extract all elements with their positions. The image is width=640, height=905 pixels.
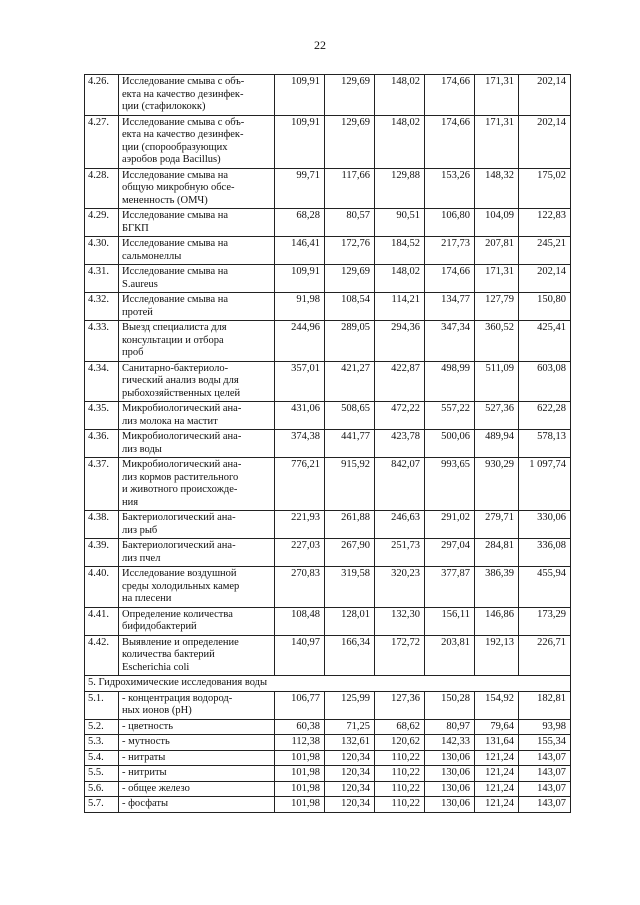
item-name	[119, 237, 275, 265]
item-name-line: - мутность	[122, 736, 170, 747]
table-row	[85, 691, 571, 719]
price-cell: 130,06	[425, 797, 475, 813]
table-row	[85, 567, 571, 608]
price-cell: 110,22	[375, 766, 425, 782]
section-heading: 5. Гидрохимические исследования воды	[85, 676, 571, 692]
price-cell: 1 097,74	[519, 458, 571, 511]
item-code: 4.33.	[85, 321, 119, 362]
price-cell: 422,87	[375, 361, 425, 402]
price-cell: 226,71	[519, 635, 571, 676]
item-name-line: и животного происхожде-	[122, 484, 238, 495]
item-name-line: ных ионов (рН)	[122, 705, 192, 716]
item-name	[119, 607, 275, 635]
item-name-line: Исследование смыва на	[122, 266, 229, 277]
price-cell: 603,08	[519, 361, 571, 402]
price-cell: 374,38	[275, 430, 325, 458]
price-cell: 915,92	[325, 458, 375, 511]
price-cell: 207,81	[475, 237, 519, 265]
price-cell: 155,34	[519, 735, 571, 751]
item-name-line: екта на качество дезинфек-	[122, 88, 244, 100]
item-name-line: - общее железо	[122, 782, 190, 794]
item-code: 4.31.	[85, 265, 119, 293]
item-name	[119, 635, 275, 676]
table-row	[85, 430, 571, 458]
price-cell: 294,36	[375, 321, 425, 362]
price-cell: 202,14	[519, 115, 571, 168]
item-name-line: ния	[122, 496, 139, 508]
price-cell: 182,81	[519, 691, 571, 719]
price-cell: 148,32	[475, 168, 519, 209]
item-name	[119, 797, 275, 813]
item-code: 4.35.	[85, 402, 119, 430]
table-row	[85, 361, 571, 402]
item-code: 4.40.	[85, 567, 119, 608]
table-row	[85, 607, 571, 635]
price-cell: 244,96	[275, 321, 325, 362]
table-row	[85, 237, 571, 265]
price-cell: 455,94	[519, 567, 571, 608]
item-name-line: - цветность	[122, 720, 174, 732]
price-cell: 557,22	[425, 402, 475, 430]
item-name-line: лиз воды	[122, 443, 162, 455]
item-code: 4.39.	[85, 539, 119, 567]
table-row	[85, 735, 571, 751]
item-name-line: рыбохозяйственных целей	[122, 387, 241, 399]
price-cell: 108,48	[275, 607, 325, 635]
price-cell: 130,06	[425, 750, 475, 766]
price-cell: 143,07	[519, 797, 571, 813]
price-cell: 291,02	[425, 511, 475, 539]
price-cell: 279,71	[475, 511, 519, 539]
price-cell: 267,90	[325, 539, 375, 567]
price-cell: 110,22	[375, 781, 425, 797]
price-cell: 330,06	[519, 511, 571, 539]
price-cell: 143,07	[519, 781, 571, 797]
price-cell: 131,64	[475, 735, 519, 751]
price-cell: 174,66	[425, 75, 475, 116]
item-name-line: Исследование смыва на	[122, 238, 229, 249]
item-name-line: Исследование воздушной	[122, 568, 237, 579]
item-name-line: - нитраты	[122, 751, 166, 763]
table-row	[85, 402, 571, 430]
price-cell: 217,73	[425, 237, 475, 265]
price-cell: 104,09	[475, 209, 519, 237]
price-cell: 221,93	[275, 511, 325, 539]
price-cell: 150,28	[425, 691, 475, 719]
table-row	[85, 766, 571, 782]
price-cell: 377,87	[425, 567, 475, 608]
item-name	[119, 321, 275, 362]
item-name-line: Выявление и определение	[122, 636, 239, 648]
item-name-line: проб	[122, 347, 144, 358]
price-cell: 347,34	[425, 321, 475, 362]
item-name-line: Escherichia coli	[122, 661, 190, 673]
price-cell: 106,77	[275, 691, 325, 719]
price-cell: 79,64	[475, 719, 519, 735]
item-name	[119, 430, 275, 458]
price-cell: 142,33	[425, 735, 475, 751]
price-cell: 121,24	[475, 766, 519, 782]
price-cell: 171,31	[475, 115, 519, 168]
price-cell: 101,98	[275, 750, 325, 766]
table-row	[85, 511, 571, 539]
price-cell: 130,06	[425, 781, 475, 797]
price-cell: 319,58	[325, 567, 375, 608]
table-row	[85, 209, 571, 237]
price-cell: 192,13	[475, 635, 519, 676]
price-cell: 130,06	[425, 766, 475, 782]
price-cell: 132,30	[375, 607, 425, 635]
price-cell: 172,76	[325, 237, 375, 265]
price-cell: 106,80	[425, 209, 475, 237]
page-number: 22	[314, 38, 326, 52]
price-cell: 202,14	[519, 265, 571, 293]
price-cell: 498,99	[425, 361, 475, 402]
price-cell: 112,38	[275, 735, 325, 751]
item-name-line: мененность (ОМЧ)	[122, 194, 208, 206]
price-cell: 578,13	[519, 430, 571, 458]
item-code: 5.6.	[85, 781, 119, 797]
price-cell: 90,51	[375, 209, 425, 237]
item-code: 5.4.	[85, 750, 119, 766]
item-name	[119, 361, 275, 402]
table-row	[85, 750, 571, 766]
item-name-line: Определение количества	[122, 608, 233, 620]
item-code: 4.38.	[85, 511, 119, 539]
price-cell: 117,66	[325, 168, 375, 209]
price-cell: 776,21	[275, 458, 325, 511]
price-cell: 421,27	[325, 361, 375, 402]
price-cell: 129,88	[375, 168, 425, 209]
item-name-line: бифидобактерий	[122, 621, 197, 632]
item-code: 4.34.	[85, 361, 119, 402]
item-name-line: Исследование смыва на	[122, 169, 229, 181]
price-cell: 101,98	[275, 797, 325, 813]
price-cell: 128,01	[325, 607, 375, 635]
price-cell: 68,62	[375, 719, 425, 735]
item-name-line: - концентрация водород-	[122, 692, 233, 704]
price-cell: 101,98	[275, 766, 325, 782]
item-name	[119, 402, 275, 430]
table-row	[85, 115, 571, 168]
price-cell: 134,77	[425, 293, 475, 321]
price-cell: 202,14	[519, 75, 571, 116]
price-cell: 203,81	[425, 635, 475, 676]
item-name-line: Исследование смыва с объ-	[122, 116, 245, 128]
price-cell: 109,91	[275, 115, 325, 168]
price-cell: 174,66	[425, 265, 475, 293]
table-row	[85, 635, 571, 676]
item-name-line: Санитарно-бактериоло-	[122, 362, 229, 374]
item-name-line: протей	[122, 306, 153, 318]
item-code: 4.42.	[85, 635, 119, 676]
price-cell: 146,41	[275, 237, 325, 265]
table-row	[85, 293, 571, 321]
item-name	[119, 265, 275, 293]
price-cell: 93,98	[519, 719, 571, 735]
section-row	[85, 676, 571, 692]
price-cell: 284,81	[475, 539, 519, 567]
price-cell: 431,06	[275, 402, 325, 430]
item-name-line: Микробиологический ана-	[122, 431, 242, 442]
price-cell: 930,29	[475, 458, 519, 511]
price-cell: 227,03	[275, 539, 325, 567]
price-cell: 489,94	[475, 430, 519, 458]
price-cell: 320,23	[375, 567, 425, 608]
price-cell: 154,92	[475, 691, 519, 719]
item-name-line: сальмонеллы	[122, 250, 182, 262]
price-cell: 150,80	[519, 293, 571, 321]
item-name	[119, 458, 275, 511]
price-cell: 171,31	[475, 75, 519, 116]
table-row	[85, 781, 571, 797]
price-cell: 110,22	[375, 797, 425, 813]
price-cell: 289,05	[325, 321, 375, 362]
price-cell: 120,34	[325, 781, 375, 797]
item-name	[119, 781, 275, 797]
price-cell: 336,08	[519, 539, 571, 567]
item-name-line: Исследование смыва на	[122, 294, 229, 305]
item-name-line: Исследование смыва с объ-	[122, 76, 245, 87]
price-cell: 360,52	[475, 321, 519, 362]
price-cell: 120,62	[375, 735, 425, 751]
table-body	[85, 75, 571, 813]
item-code: 4.41.	[85, 607, 119, 635]
price-cell: 129,69	[325, 75, 375, 116]
price-cell: 148,02	[375, 115, 425, 168]
price-cell: 184,52	[375, 237, 425, 265]
price-cell: 121,24	[475, 750, 519, 766]
table-row	[85, 719, 571, 735]
item-name	[119, 539, 275, 567]
item-code: 4.26.	[85, 75, 119, 116]
price-cell: 166,34	[325, 635, 375, 676]
item-name-line: ции (стафилококк)	[122, 101, 206, 112]
item-name-line: среды холодильных камер	[122, 580, 240, 592]
price-cell: 441,77	[325, 430, 375, 458]
item-name-line: общую микробную обсе-	[122, 182, 235, 193]
item-code: 5.2.	[85, 719, 119, 735]
price-cell: 297,04	[425, 539, 475, 567]
price-cell: 261,88	[325, 511, 375, 539]
price-cell: 146,86	[475, 607, 519, 635]
table-row	[85, 539, 571, 567]
price-cell: 173,29	[519, 607, 571, 635]
price-cell: 511,09	[475, 361, 519, 402]
price-cell: 120,34	[325, 797, 375, 813]
item-name-line: лиз молока на мастит	[122, 415, 218, 427]
price-cell: 122,83	[519, 209, 571, 237]
price-cell: 993,65	[425, 458, 475, 511]
price-cell: 127,36	[375, 691, 425, 719]
item-name-line: БГКП	[122, 222, 149, 234]
item-code: 4.27.	[85, 115, 119, 168]
item-name-line: Микробиологический ана-	[122, 459, 242, 470]
price-cell: 101,98	[275, 781, 325, 797]
price-cell: 156,11	[425, 607, 475, 635]
price-cell: 114,21	[375, 293, 425, 321]
item-name	[119, 115, 275, 168]
item-name-line: лиз рыб	[122, 524, 158, 536]
price-cell: 153,26	[425, 168, 475, 209]
price-cell: 108,54	[325, 293, 375, 321]
item-name-line: на плесени	[122, 593, 172, 604]
item-name	[119, 719, 275, 735]
price-cell: 109,91	[275, 265, 325, 293]
price-cell: 120,34	[325, 750, 375, 766]
item-name	[119, 766, 275, 782]
price-cell: 132,61	[325, 735, 375, 751]
price-cell: 246,63	[375, 511, 425, 539]
table-row	[85, 321, 571, 362]
price-cell: 174,66	[425, 115, 475, 168]
table-row	[85, 458, 571, 511]
price-cell: 140,97	[275, 635, 325, 676]
item-name	[119, 735, 275, 751]
item-name-line: Бактериологический ана-	[122, 512, 236, 523]
price-cell: 472,22	[375, 402, 425, 430]
item-name-line: лиз кормов растительного	[122, 471, 239, 483]
item-name-line: аэробов рода Bacillus)	[122, 154, 221, 165]
item-name-line: - фосфаты	[122, 798, 169, 809]
item-name	[119, 209, 275, 237]
price-cell: 148,02	[375, 265, 425, 293]
price-cell: 622,28	[519, 402, 571, 430]
item-code: 5.3.	[85, 735, 119, 751]
item-name-line: Исследование смыва на	[122, 210, 229, 221]
price-cell: 175,02	[519, 168, 571, 209]
item-name-line: Микробиологический ана-	[122, 403, 242, 414]
price-cell: 71,25	[325, 719, 375, 735]
price-cell: 68,28	[275, 209, 325, 237]
item-name-line: Бактериологический ана-	[122, 540, 236, 551]
price-table	[84, 74, 571, 813]
item-name	[119, 168, 275, 209]
price-cell: 148,02	[375, 75, 425, 116]
item-code: 5.7.	[85, 797, 119, 813]
price-cell: 143,07	[519, 750, 571, 766]
price-cell: 500,06	[425, 430, 475, 458]
item-name	[119, 750, 275, 766]
item-name	[119, 567, 275, 608]
price-cell: 423,78	[375, 430, 425, 458]
item-code: 4.36.	[85, 430, 119, 458]
price-cell: 508,65	[325, 402, 375, 430]
price-cell: 109,91	[275, 75, 325, 116]
price-cell: 99,71	[275, 168, 325, 209]
item-code: 4.29.	[85, 209, 119, 237]
price-cell: 270,83	[275, 567, 325, 608]
price-cell: 129,69	[325, 115, 375, 168]
price-cell: 171,31	[475, 265, 519, 293]
price-cell: 91,98	[275, 293, 325, 321]
item-name-line: екта на качество дезинфек-	[122, 129, 244, 140]
item-code: 4.32.	[85, 293, 119, 321]
price-cell: 121,24	[475, 781, 519, 797]
item-name	[119, 511, 275, 539]
item-name	[119, 75, 275, 116]
price-cell: 80,57	[325, 209, 375, 237]
item-code: 4.28.	[85, 168, 119, 209]
item-name-line: - нитриты	[122, 767, 167, 778]
table-row	[85, 265, 571, 293]
price-cell: 527,36	[475, 402, 519, 430]
item-name-line: Выезд специалиста для	[122, 322, 227, 333]
item-code: 4.37.	[85, 458, 119, 511]
item-code: 4.30.	[85, 237, 119, 265]
price-cell: 127,79	[475, 293, 519, 321]
item-code: 5.5.	[85, 766, 119, 782]
item-name	[119, 691, 275, 719]
price-cell: 129,69	[325, 265, 375, 293]
price-cell: 251,73	[375, 539, 425, 567]
price-cell: 357,01	[275, 361, 325, 402]
price-cell: 120,34	[325, 766, 375, 782]
price-cell: 143,07	[519, 766, 571, 782]
table-row	[85, 168, 571, 209]
item-name-line: ции (спорообразующих	[122, 141, 228, 153]
price-cell: 110,22	[375, 750, 425, 766]
item-name-line: консультации и отбора	[122, 334, 224, 346]
item-name	[119, 293, 275, 321]
price-cell: 60,38	[275, 719, 325, 735]
table-row	[85, 797, 571, 813]
item-name-line: S.aureus	[122, 278, 158, 290]
price-cell: 80,97	[425, 719, 475, 735]
table-row	[85, 75, 571, 116]
item-name-line: лиз пчел	[122, 552, 161, 564]
price-cell: 172,72	[375, 635, 425, 676]
price-cell: 125,99	[325, 691, 375, 719]
item-code: 5.1.	[85, 691, 119, 719]
price-cell: 425,41	[519, 321, 571, 362]
price-cell: 245,21	[519, 237, 571, 265]
price-cell: 842,07	[375, 458, 425, 511]
item-name-line: гический анализ воды для	[122, 375, 239, 386]
item-name-line: количества бактерий	[122, 649, 215, 660]
price-cell: 121,24	[475, 797, 519, 813]
price-cell: 386,39	[475, 567, 519, 608]
